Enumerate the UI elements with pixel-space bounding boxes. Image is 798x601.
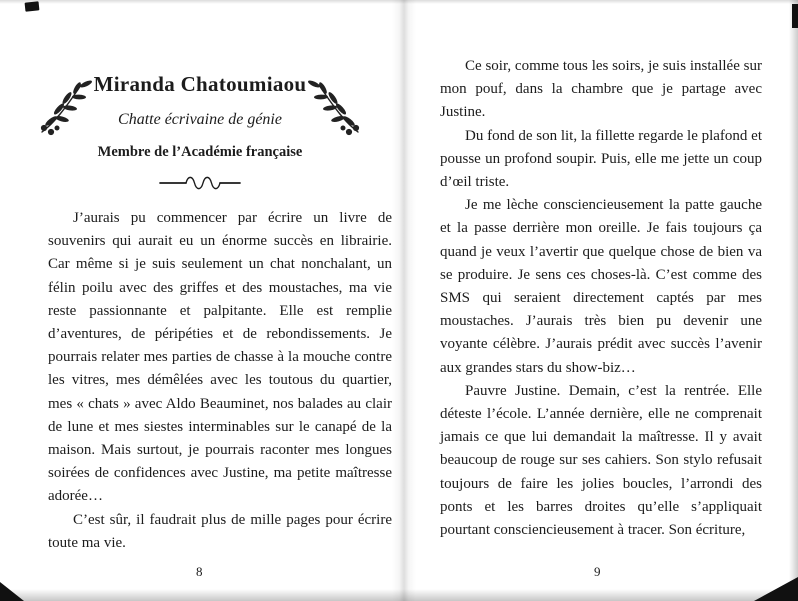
right-body-text [440, 0, 762, 542]
corner-mark-top-left [25, 1, 40, 11]
left-page [48, 0, 392, 555]
body-paragraph: Je me lèche consciencieusement la patte gauche et la passe derrière mon oreille. Je fais toujours ça quand je veux l’avertir que quelque chose de bien va se produire. Je sens ces choses-là. C’est comme des SMS qui seraient directement captés par mes moustaches. J’aurais très bien pu devenir une voyante célèbre. J’aurais prédit avec succès l’avenir aux grandes stars du show-biz… [440, 197, 762, 376]
gutter-shadow [392, 0, 416, 601]
body-paragraph: Ce soir, comme tous les soirs, je suis installée sur mon pouf, dans la chambre que je partage avec Justine. [440, 58, 762, 121]
page-edge-top [0, 0, 798, 4]
body-paragraph: C’est sûr, il faudrait plus de mille pages pour écrire toute ma vie. [48, 511, 392, 551]
flourish-divider-icon [48, 175, 352, 191]
affiliation-line: Membre de l’Académie française [97, 144, 303, 160]
page-edge-bottom [0, 589, 798, 601]
right-page [440, 0, 762, 542]
page-number-left: 8 [196, 564, 203, 579]
corner-mark-top-right [792, 4, 798, 28]
title-block [48, 72, 352, 191]
body-paragraph: Pauvre Justine. Demain, c’est la rentrée. Elle déteste l’école. L’année dernière, elle ne comprenait jamais ce que lui demandait la maîtresse. Il y avait beaucoup de rouge sur ses cahiers. Son stylo refusait toujours de faire les jolies boucles, l’arrondi des ponts et les barres droites qu’elle s’appliquait pourtant consciencieusement à tracer. Son écriture, [440, 382, 762, 539]
body-paragraph: J’aurais pu commencer par écrire un livre de souvenirs qui aurait eu un énorme succès en librairie. Car même si je suis seulement un chat nonchalant, un félin poilu avec des griffes et des moustaches, ma vie reste passionnante et palpitante. Elle est remplie d’aventures, de péripéties et de rebondissements. Je pourrais relater mes parties de chasse à la mouche contre les vitres, mes démêlées avec les toutous du quartier, mes « chats » avec Aldo Beauminet, nos balades au clair de lune et mes siestes interminables sur le canapé de la maison. Mais surtout, je pourrais raconter mes longues soirées de confidences avec Justine, ma petite maîtresse adorée… [48, 210, 392, 505]
page-title: Miranda Chatoumiaou [93, 72, 307, 96]
olive-branch-right-icon [302, 78, 364, 138]
page-edge-right [789, 0, 798, 601]
olive-branch-left-icon [36, 78, 98, 138]
left-body-text [48, 207, 392, 555]
page-number-right: 9 [594, 564, 601, 579]
page-subtitle: Chatte écrivaine de génie [118, 111, 282, 128]
body-paragraph: Du fond de son lit, la fillette regarde le plafond et pousse un profond soupir. Puis, elle me jette un coup d’œil triste. [440, 127, 762, 191]
